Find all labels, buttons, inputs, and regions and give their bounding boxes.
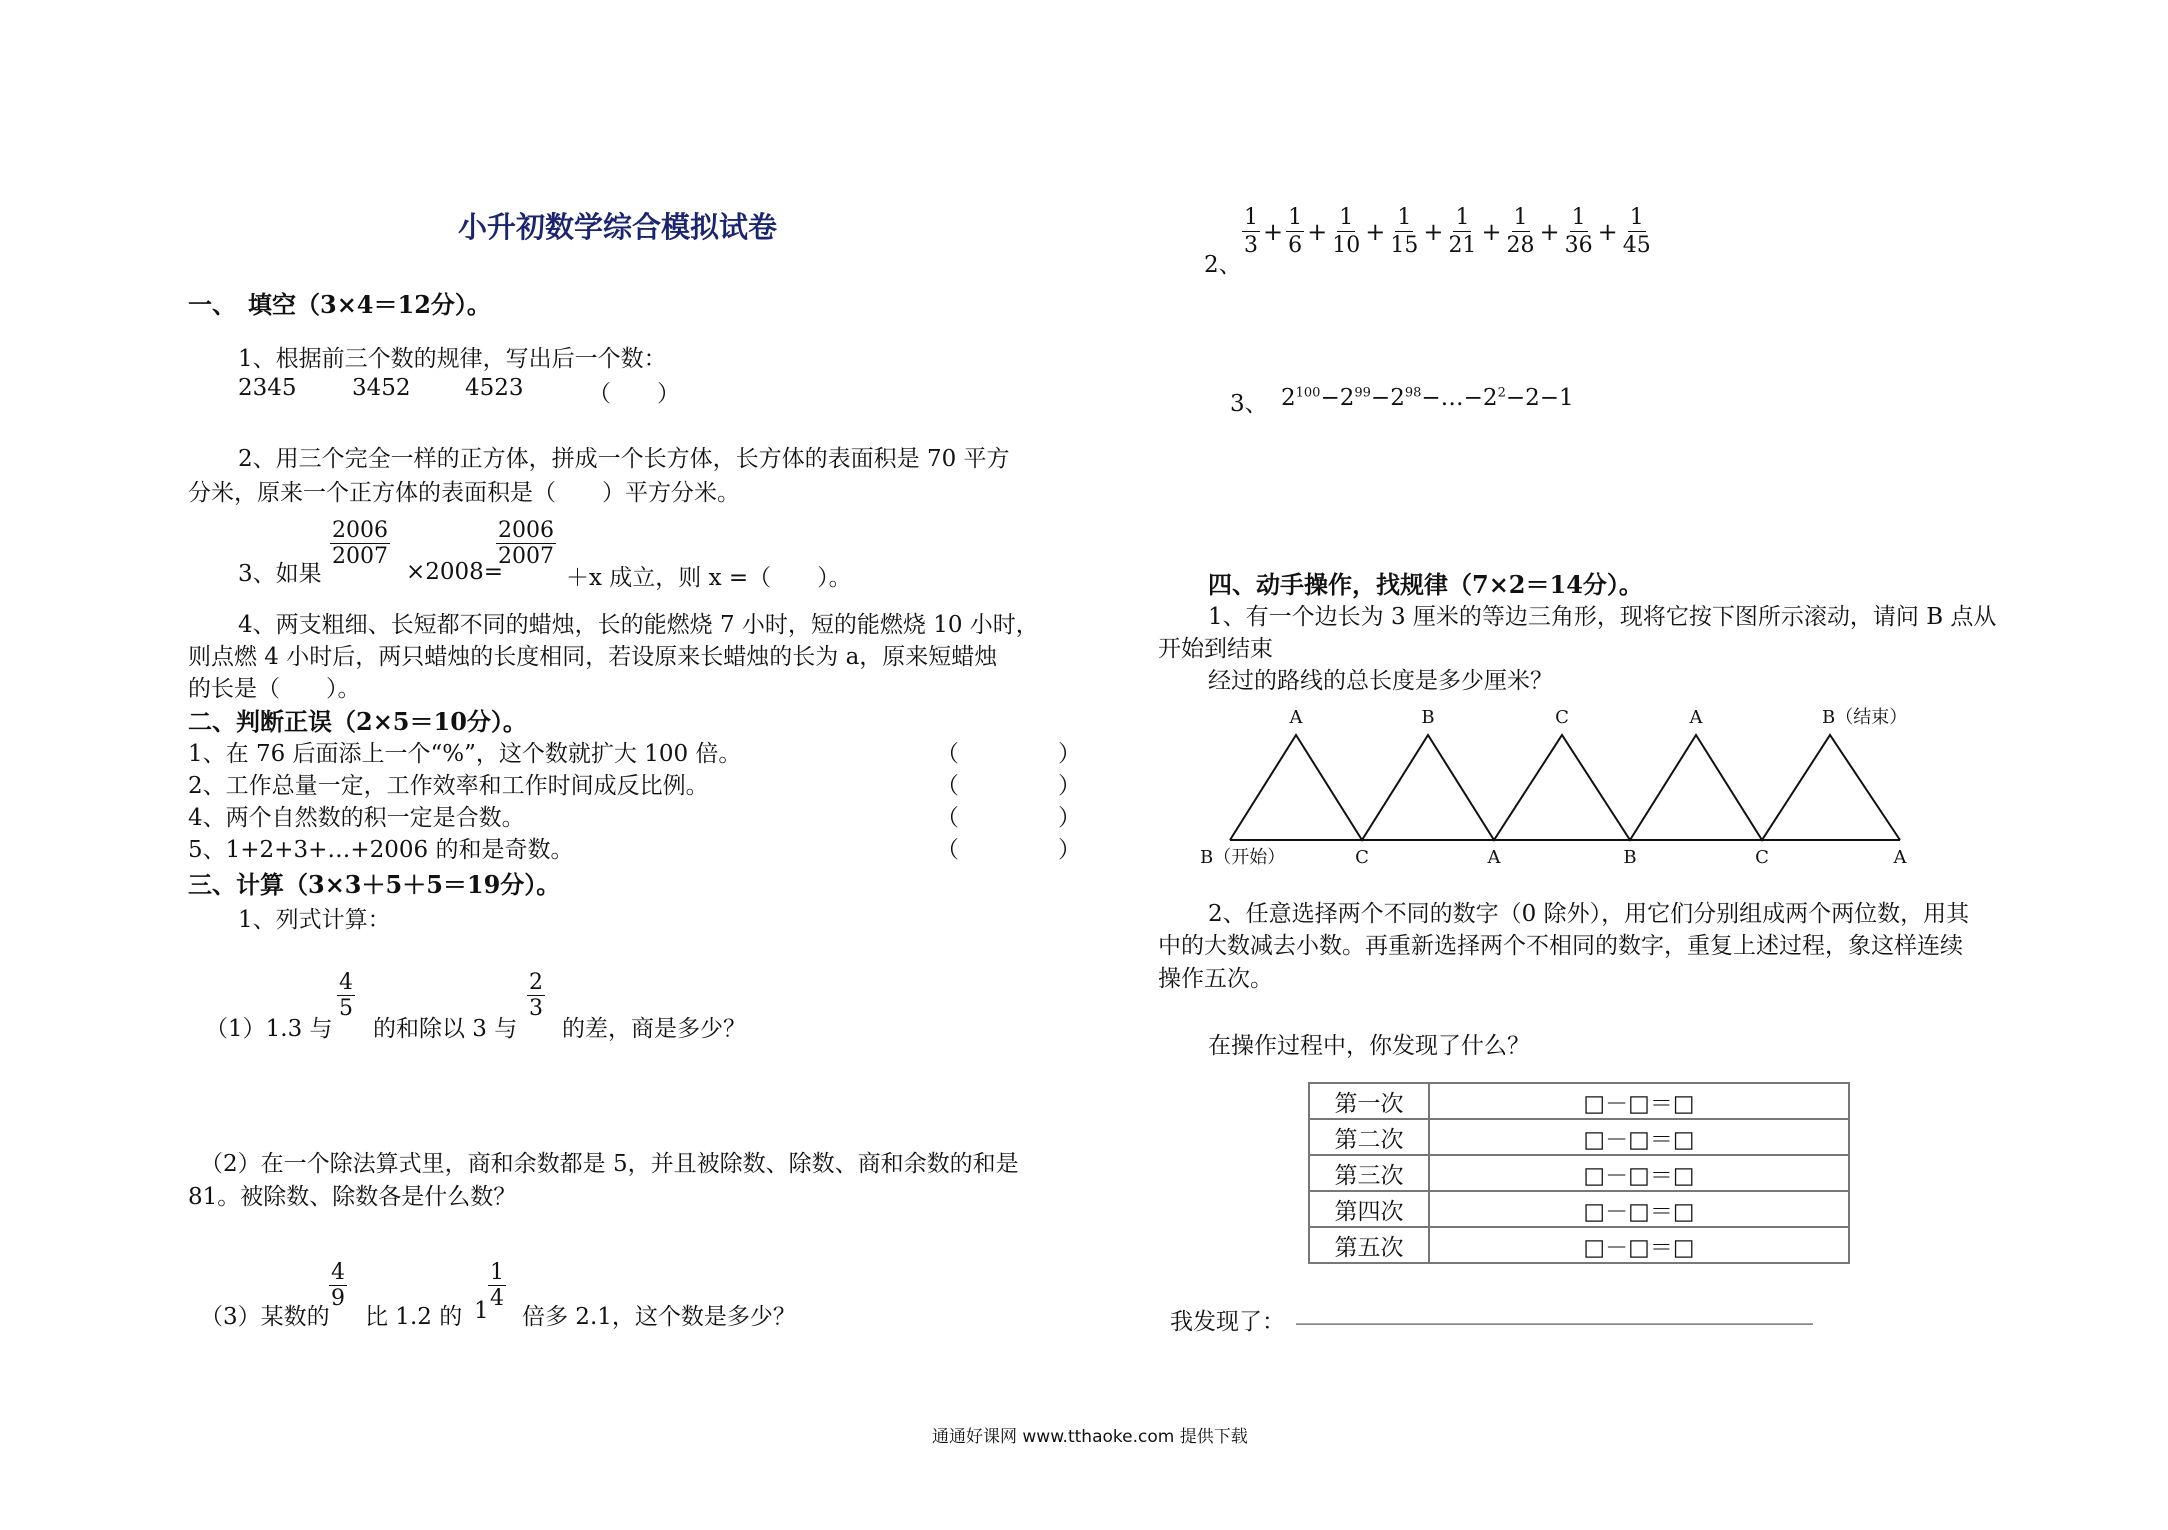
top-label-end: B（结束）	[1822, 707, 1908, 728]
plus-sign: +	[1539, 217, 1560, 246]
q2-line-2: 分米，原来一个正方体的表面积是（ ）平方分米。	[188, 480, 740, 506]
series-term	[1286, 205, 1304, 259]
top-label: A	[1289, 707, 1303, 728]
q1-num-1: 2345	[238, 375, 297, 401]
series-term-num: 1	[1512, 205, 1530, 232]
powers-minus-3: −…−2	[1421, 385, 1498, 411]
series-label: 2、	[1204, 252, 1242, 278]
powers-minus-2: −2	[1370, 385, 1405, 411]
series-term	[1563, 205, 1595, 259]
calc-1-frac1-num: 4	[339, 970, 353, 995]
q1-num-2: 3452	[352, 375, 411, 401]
section-2-heading: 二、判断正误（2×5＝10分）。	[188, 707, 527, 736]
bottom-label: A	[1487, 847, 1501, 868]
plus-sign: +	[1263, 217, 1284, 246]
q2-line-1: 2、用三个完全一样的正方体，拼成一个长方体，长方体的表面积是 70 平方	[238, 446, 1010, 472]
series-term-num: 1	[1395, 205, 1413, 232]
powers-exp-3: 98	[1404, 385, 1422, 401]
powers-minus-1: −2	[1320, 385, 1355, 411]
series-term-num: 1	[1628, 205, 1646, 232]
row-label: 第四次	[1309, 1191, 1429, 1227]
q4-line-3: 的长是（ ）。	[188, 676, 361, 702]
q3-prefix: 3、如果	[238, 561, 322, 587]
calc-1-frac2-den: 3	[529, 996, 543, 1021]
plus-sign: +	[1365, 217, 1386, 246]
judge-paren-open-2: （	[936, 773, 959, 799]
series-term	[1505, 205, 1537, 259]
q3-fraction-1-num: 2006	[332, 518, 388, 543]
bottom-label: C	[1755, 847, 1769, 868]
series-term	[1388, 205, 1420, 259]
series-term-num: 1	[1286, 205, 1304, 232]
series-term	[1242, 205, 1260, 259]
series-term-den: 36	[1564, 233, 1593, 259]
powers-exp-4: 2	[1497, 385, 1506, 401]
row-label: 第五次	[1309, 1227, 1429, 1263]
plus-sign: +	[1597, 217, 1618, 246]
op1-line-3: 经过的路线的总长度是多少厘米？	[1208, 668, 1553, 694]
series-term-den: 28	[1506, 233, 1535, 259]
bottom-label: C	[1355, 847, 1369, 868]
series-term-den: 21	[1448, 233, 1477, 259]
section-1-heading: 一、 填空（3×4＝12分）。	[188, 290, 491, 319]
calc-3-frac2-den: 4	[490, 1286, 504, 1311]
judge-paren-close-3: ）	[1058, 805, 1081, 831]
series-term-num: 1	[1453, 205, 1471, 232]
q3-fraction-2	[496, 518, 556, 569]
q1-text: 1、根据前三个数的规律，写出后一个数：	[238, 346, 667, 372]
top-label: A	[1689, 707, 1703, 728]
op2-line-3: 操作五次。	[1158, 966, 1273, 992]
judge-paren-open-3: （	[936, 805, 959, 831]
judge-item-3: 4、两个自然数的积一定是合数。	[188, 805, 525, 831]
top-label: C	[1555, 707, 1569, 728]
judge-paren-close-1: ）	[1058, 741, 1081, 767]
bottom-label: A	[1893, 847, 1907, 868]
table-row	[1309, 1155, 1849, 1191]
series-term-den: 45	[1622, 233, 1651, 259]
q1-num-3: 4523	[465, 375, 524, 401]
q4-line-2: 则点燃 4 小时后，两只蜡烛的长度相同，若设原来长蜡烛的长为 a，原来短蜡烛	[188, 644, 998, 670]
judge-item-2: 2、工作总量一定，工作效率和工作时间成反比例。	[188, 773, 709, 799]
table-row	[1309, 1119, 1849, 1155]
q3-fraction-2-num: 2006	[498, 518, 554, 543]
operations-table	[1308, 1082, 1850, 1264]
calc-3-fraction-1	[329, 1260, 347, 1311]
page-title: 小升初数学综合模拟试卷	[458, 210, 778, 244]
bottom-label-start: B（开始）	[1200, 847, 1286, 868]
q1-answer-blank: （ ）	[588, 381, 680, 407]
series-term-den: 6	[1288, 233, 1303, 259]
plus-sign: +	[1307, 217, 1328, 246]
q3-fraction-2-den: 2007	[498, 544, 554, 569]
powers-label: 3、	[1230, 391, 1268, 417]
calc-3-fraction-2	[488, 1260, 506, 1311]
series-term	[1446, 205, 1478, 259]
powers-exp-1: 100	[1295, 385, 1321, 401]
calc-3-prefix: （3）某数的	[200, 1304, 330, 1330]
table-row	[1309, 1227, 1849, 1263]
op2-line-1: 2、任意选择两个不同的数字（0 除外），用它们分别组成两个两位数，用其	[1208, 901, 1970, 927]
calc-1-fraction-1	[337, 970, 355, 1021]
top-label: B	[1421, 707, 1435, 728]
judge-item-4: 5、1+2+3+…+2006 的和是奇数。	[188, 837, 574, 863]
plus-sign: +	[1481, 217, 1502, 246]
row-value: □－□＝□	[1429, 1119, 1849, 1155]
series-expression	[1240, 205, 1655, 259]
found-answer-line: _______________________________________________	[1296, 1300, 1813, 1325]
judge-paren-close-4: ）	[1058, 837, 1081, 863]
calc-3-frac2-num: 1	[490, 1260, 504, 1285]
series-term-num: 1	[1337, 205, 1355, 232]
op2-line-4: 在操作过程中，你发现了什么？	[1208, 1033, 1530, 1059]
series-term-num: 1	[1570, 205, 1588, 232]
judge-paren-open-4: （	[936, 837, 959, 863]
calc-1-frac2-num: 2	[529, 970, 543, 995]
q4-line-1: 4、两支粗细、长短都不同的蜡烛，长的能燃烧 7 小时，短的能燃烧 10 小时，	[238, 612, 1039, 638]
judge-item-1: 1、在 76 后面添上一个“%”，这个数就扩大 100 倍。	[188, 741, 742, 767]
series-term	[1621, 205, 1653, 259]
powers-tail: −2−1	[1505, 385, 1574, 411]
table-row	[1309, 1083, 1849, 1119]
q3-suffix: ＋x 成立，则 x =（ ）。	[566, 565, 852, 591]
row-value: □－□＝□	[1429, 1191, 1849, 1227]
table-row	[1309, 1191, 1849, 1227]
q3-fraction-1-den: 2007	[332, 544, 388, 569]
row-value: □－□＝□	[1429, 1083, 1849, 1119]
judge-paren-open-1: （	[936, 741, 959, 767]
calc-3-whole: 1	[474, 1298, 489, 1324]
calc-1-middle: 的和除以 3 与	[373, 1016, 518, 1042]
calc-3-frac1-num: 4	[331, 1260, 345, 1285]
q3-middle: ×2008=	[406, 559, 504, 585]
bottom-label: B	[1623, 847, 1637, 868]
calc-2-line-2: 81。被除数、除数各是什么数？	[188, 1184, 517, 1210]
powers-base: 2	[1281, 385, 1296, 411]
found-label: 我发现了：	[1170, 1309, 1285, 1335]
powers-exp-2: 99	[1354, 385, 1371, 401]
rolling-triangle-diagram	[1200, 705, 1920, 870]
op1-line-2: 开始到结束	[1158, 636, 1273, 662]
q3-fraction-1	[330, 518, 390, 569]
calc-3-middle: 比 1.2 的	[365, 1304, 463, 1330]
plus-sign: +	[1423, 217, 1444, 246]
row-label: 第二次	[1309, 1119, 1429, 1155]
series-term	[1330, 205, 1362, 259]
row-label: 第一次	[1309, 1083, 1429, 1119]
op1-line-1: 1、有一个边长为 3 厘米的等边三角形，现将它按下图所示滚动，请问 B 点从	[1208, 604, 1997, 630]
powers-expression	[1281, 385, 1574, 411]
section-4-heading: 四、动手操作，找规律（7×2＝14分）。	[1208, 570, 1643, 599]
row-value: □－□＝□	[1429, 1227, 1849, 1263]
series-term-den: 10	[1332, 233, 1361, 259]
series-term-den: 15	[1390, 233, 1419, 259]
calc-1-fraction-2	[527, 970, 545, 1021]
series-term-den: 3	[1244, 233, 1258, 259]
calc-subheading: 1、列式计算：	[238, 907, 391, 933]
judge-paren-close-2: ）	[1058, 773, 1081, 799]
triangle-outline	[1230, 735, 1900, 840]
calc-1-suffix: 的差，商是多少？	[562, 1016, 746, 1042]
footer-credit: 通通好课网 www.tthaoke.com 提供下载	[932, 1427, 1248, 1447]
section-3-heading: 三、计算（3×3＋5＋5＝19分）。	[188, 870, 561, 899]
row-value: □－□＝□	[1429, 1155, 1849, 1191]
calc-1-frac1-den: 5	[339, 996, 353, 1021]
op2-line-2: 中的大数减去小数。再重新选择两个不相同的数字，重复上述过程，象这样连续	[1158, 933, 1963, 959]
calc-3-suffix: 倍多 2.1，这个数是多少？	[522, 1304, 796, 1330]
calc-3-frac1-den: 9	[331, 1286, 345, 1311]
row-label: 第三次	[1309, 1155, 1429, 1191]
calc-2-line-1: （2）在一个除法算式里，商和余数都是 5，并且被除数、除数、商和余数的和是	[200, 1151, 1019, 1177]
series-term-num: 1	[1242, 205, 1260, 232]
calc-1-prefix: （1）1.3 与	[205, 1016, 333, 1042]
